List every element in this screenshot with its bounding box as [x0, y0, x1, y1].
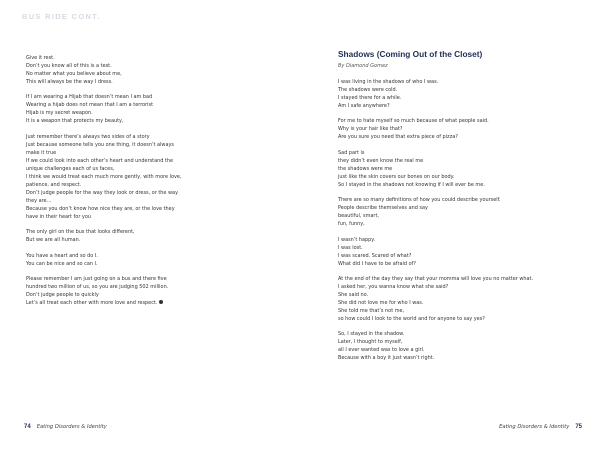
poem-line: Just remember there’s always two sides of a story — [26, 133, 150, 140]
poem-line: so how could I look to the world and for anyone to say yes? — [338, 315, 485, 322]
poem-line: You can be nice and so can I. — [26, 260, 98, 267]
poem-line: So I stayed in the shadows not knowing if I will ever be me. — [338, 181, 485, 188]
poem-line: I stayed there for a while. — [338, 95, 402, 101]
poem-line: I was lost. — [338, 244, 363, 251]
poem-line: The shadows were cold. — [338, 87, 398, 93]
poem-line: I think we would treat each much more gently, with more love, — [26, 173, 182, 180]
poem-line: Don’t you know all of this is a test. — [26, 63, 112, 69]
stanza — [338, 149, 588, 189]
poem-line: Later, I thought to myself, — [338, 339, 403, 346]
footer-book-title: Eating Disorders & Identity — [499, 424, 570, 430]
poem-line: hundred two million of us, so you are judging 502 million. — [26, 283, 169, 290]
poem-line: I asked her, you wanna know what she said? — [338, 283, 449, 290]
poem-line: People describe themselves and say — [338, 205, 428, 212]
stanza — [338, 196, 588, 228]
poem-line: So, I stayed in the shadow. — [338, 331, 405, 338]
stanza — [26, 93, 294, 125]
running-head: BUS RIDE CONT. — [22, 12, 101, 21]
poem-line: beautiful, smart, — [338, 213, 379, 220]
end-of-story-icon — [159, 300, 163, 304]
right-poem — [338, 49, 588, 370]
poem-line: have in their heart for you — [26, 213, 91, 220]
poem-line: just like the skin covers our bones on our body. — [338, 173, 455, 180]
page-number: 74 — [24, 424, 31, 430]
poem-line: make it true — [26, 149, 57, 156]
poem-line: Let’s all treat each other with more love and respect. — [26, 299, 294, 307]
right-page — [300, 0, 600, 450]
poem-line: Give it rest. — [26, 55, 55, 61]
poem-line: Are you sure you need that extra piece of pizza? — [338, 134, 458, 141]
poem-line: all I ever wanted was to love a girl. — [338, 347, 425, 354]
poem-line: Please remember I am just going on a bus and there five — [26, 275, 167, 282]
poem-line: I wasn’t happy. — [338, 236, 376, 243]
poem-line: Because you don’t know how nice they are, or the love they — [26, 205, 175, 212]
poem-line: There are so many definitions of how you could describe yourself. — [338, 197, 501, 204]
poem-line: But we are all human. — [26, 237, 81, 244]
poem-line: Don’t judge people to quickly — [26, 291, 99, 298]
poem-line: fun, funny, — [338, 221, 365, 228]
page-number: 75 — [575, 424, 582, 430]
poem-line: the shadows were me — [338, 165, 393, 172]
stanza — [338, 236, 588, 268]
footer-book-title: Eating Disorders & Identity — [36, 424, 107, 430]
poem-line: No matter what you believe about me, — [26, 71, 122, 77]
stanza — [26, 133, 294, 221]
stanza — [338, 117, 588, 141]
poem-line: If we could look into each other’s heart and understand the — [26, 157, 174, 164]
left-footer — [24, 424, 113, 430]
poem-line: What did I have to be afraid of? — [338, 260, 417, 267]
poem-line: Am I safe anywhere? — [338, 103, 390, 109]
stanza — [26, 54, 294, 86]
poem-line: It is a weapon that protects my beauty, — [26, 118, 124, 125]
stanza — [338, 275, 588, 323]
poem-line: She told me that’s not me, — [338, 307, 405, 314]
poem-line: Just because someone tells you one thing, it doesn’t always — [26, 141, 174, 148]
stanza — [26, 252, 294, 268]
poem-line: Why is your hair like that? — [338, 126, 403, 133]
stanza — [338, 330, 588, 362]
right-poem-body — [338, 78, 588, 362]
poem-line: At the end of the day they say that your momma will love you no matter what. — [338, 275, 534, 282]
poem-line: For me to hate myself so much because of what people said. — [338, 118, 489, 125]
left-poem — [26, 54, 294, 314]
poem-line: The only girl on the bus that looks different, — [26, 229, 135, 236]
poem-line: they didn’t even know the real me — [338, 157, 424, 164]
poem-line: Because with a boy it just wasn’t right. — [338, 355, 435, 362]
poem-line: Hijab is my secret weapon. — [26, 110, 93, 117]
stanza — [338, 78, 588, 110]
poem-line: unique challenges each of us faces, — [26, 165, 115, 172]
stanza — [26, 275, 294, 307]
poem-line: Don’t judge people for the way they look or dress, or the way — [26, 189, 179, 196]
poem-line: Sad part is — [338, 149, 365, 156]
poem-line: This will always be the way I dress. — [26, 79, 113, 85]
stanza — [26, 228, 294, 244]
poem-line: they are… — [26, 197, 52, 204]
right-footer — [493, 424, 582, 430]
poem-line: She said no. — [338, 291, 369, 298]
poem-line: I was living in the shadows of who I was. — [338, 79, 439, 85]
poem-byline: By Diamond Gomez — [338, 63, 388, 69]
poem-line: She did not love me for who I was. — [338, 299, 424, 306]
poem-line: Wearing a hijab does not mean that I am a terrorist — [26, 102, 154, 109]
poem-title: Shadows (Coming Out of the Closet) — [338, 49, 483, 59]
poem-line: I was scared. Scared of what? — [338, 252, 412, 259]
poem-line: If I am wearing a Hijab that doesn’t mean I am bad — [26, 94, 153, 101]
poem-line: You have a heart and so do I. — [26, 252, 98, 259]
poem-line: patience, and respect. — [26, 181, 82, 188]
